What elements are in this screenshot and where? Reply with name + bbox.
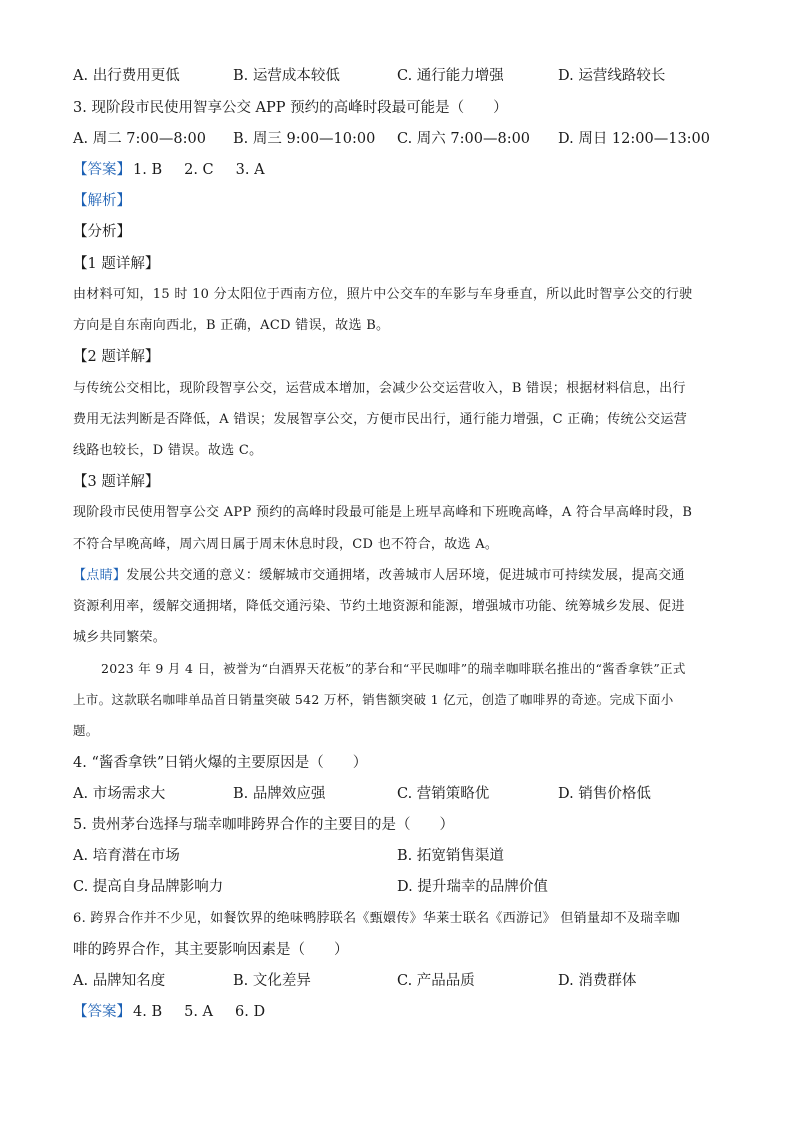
q3-detail-line: 不符合早晚高峰，周六周日属于周末休息时段，CD 也不符合，故选 A。: [73, 537, 499, 552]
q1-detail-line: 由材料可知，15 时 10 分太阳位于西南方位，照片中公交车的车影与车身垂直，所以此时智享公交的行驶: [73, 287, 693, 302]
q2-option-c: C. 通行能力增强: [397, 68, 504, 84]
q3-detail-tag: 【3 题详解】: [73, 474, 160, 490]
material-line: 题。: [73, 723, 99, 738]
q5-stem: 5. 贵州茅台选择与瑞幸咖啡跨界合作的主要目的是（ ）: [73, 817, 454, 833]
q4-option-a: A. 市场需求大: [73, 786, 166, 802]
answer-item: 4. B: [133, 1004, 163, 1020]
answer-item: 2. C: [184, 162, 214, 178]
q3-option-a: A. 周二 7:00—8:00: [73, 131, 206, 147]
q5-option-b: B. 拓宽销售渠道: [397, 848, 504, 864]
q2-option-d: D. 运营线路较长: [558, 68, 666, 84]
dianjing-line: [73, 566, 723, 586]
answer-tag: 【答案】: [73, 1004, 131, 1020]
answer-item: 6. D: [235, 1004, 266, 1020]
q1-detail-line: 方向是自东南向西北，B 正确，ACD 错误，故选 B。: [73, 318, 390, 333]
dianjing-tag: 【点睛】: [73, 568, 127, 583]
q6-option-b: B. 文化差异: [233, 973, 311, 989]
q5-option-c: C. 提高自身品牌影响力: [73, 879, 224, 895]
q6-option-a: A. 品牌知名度: [73, 973, 166, 989]
answer-item: 5. A: [184, 1004, 214, 1020]
q3-stem: 3. 现阶段市民使用智享公交 APP 预约的高峰时段最可能是（ ）: [73, 100, 508, 116]
q2-detail-line: 与传统公交相比，现阶段智享公交，运营成本增加，会减少公交运营收入，B 错误；根据材料信息，出行: [73, 381, 686, 396]
dianjing-line: 城乡共同繁荣。: [73, 630, 167, 645]
q4-option-d: D. 销售价格低: [558, 786, 651, 802]
q2-option-a: A. 出行费用更低: [73, 68, 180, 84]
q3-option-d: D. 周日 12:00—13:00: [558, 131, 711, 147]
q6-option-d: D. 消费群体: [558, 973, 637, 989]
q1-detail-tag: 【1 题详解】: [73, 256, 160, 272]
q6-stem-line: 啡的跨界合作，其主要影响因素是（ ）: [73, 942, 349, 958]
material-line: 2023 年 9 月 4 日，被誉为“白酒界天花板”的茅台和“平民咖啡”的瑞幸咖啡联名推出的“酱香拿铁”正式: [101, 661, 686, 676]
q5-option-a: A. 培育潜在市场: [73, 848, 180, 864]
answer-item: 1. B: [133, 162, 163, 178]
q6-option-c: C. 产品品质: [397, 973, 475, 989]
q2-detail-tag: 【2 题详解】: [73, 349, 160, 365]
q4-stem: 4. “酱香拿铁”日销火爆的主要原因是（ ）: [73, 755, 368, 771]
answer-item: 3. A: [235, 162, 265, 178]
q3-option-c: C. 周六 7:00—8:00: [397, 131, 531, 147]
q2-option-b: B. 运营成本较低: [233, 68, 340, 84]
q4-option-b: B. 品牌效应强: [233, 786, 326, 802]
answer-row-1: [73, 160, 723, 180]
dianjing-text: 发展公共交通的意义：缓解城市交通拥堵，改善城市人居环境，促进城市可持续发展，提高交通: [126, 568, 685, 583]
answer-tag: 【答案】: [73, 162, 131, 178]
q4-option-c: C. 营销策略优: [397, 786, 490, 802]
q6-stem-line: 6. 跨界合作并不少见，如餐饮界的绝味鸭脖联名《甄嬛传》华莱士联名《西游记》 但销量却不及瑞幸咖: [73, 911, 681, 926]
fenxi-tag: 【分析】: [73, 224, 131, 240]
analysis-tag: 【解析】: [73, 193, 131, 209]
q3-detail-line: 现阶段市民使用智享公交 APP 预约的高峰时段最可能是上班早高峰和下班晚高峰，A 符合早高峰时段，B: [73, 505, 693, 520]
q3-option-b: B. 周三 9:00—10:00: [233, 131, 376, 147]
q5-option-d: D. 提升瑞幸的品牌价值: [397, 879, 548, 895]
dianjing-line: 资源利用率，缓解交通拥堵，降低交通污染、节约土地资源和能源，增强城市功能、统筹城乡发展、促进: [73, 599, 685, 614]
q2-detail-line: 费用无法判断是否降低，A 错误；发展智享公交，方便市民出行，通行能力增强，C 正确；传统公交运营: [73, 412, 687, 427]
q2-detail-line: 线路也较长，D 错误。故选 C。: [73, 443, 263, 458]
material-line: 上市。这款联名咖啡单品首日销量突破 542 万杯，销售额突破 1 亿元，创造了咖啡界的奇迹。完成下面小: [73, 692, 674, 707]
answer-row-2: [73, 1002, 723, 1022]
